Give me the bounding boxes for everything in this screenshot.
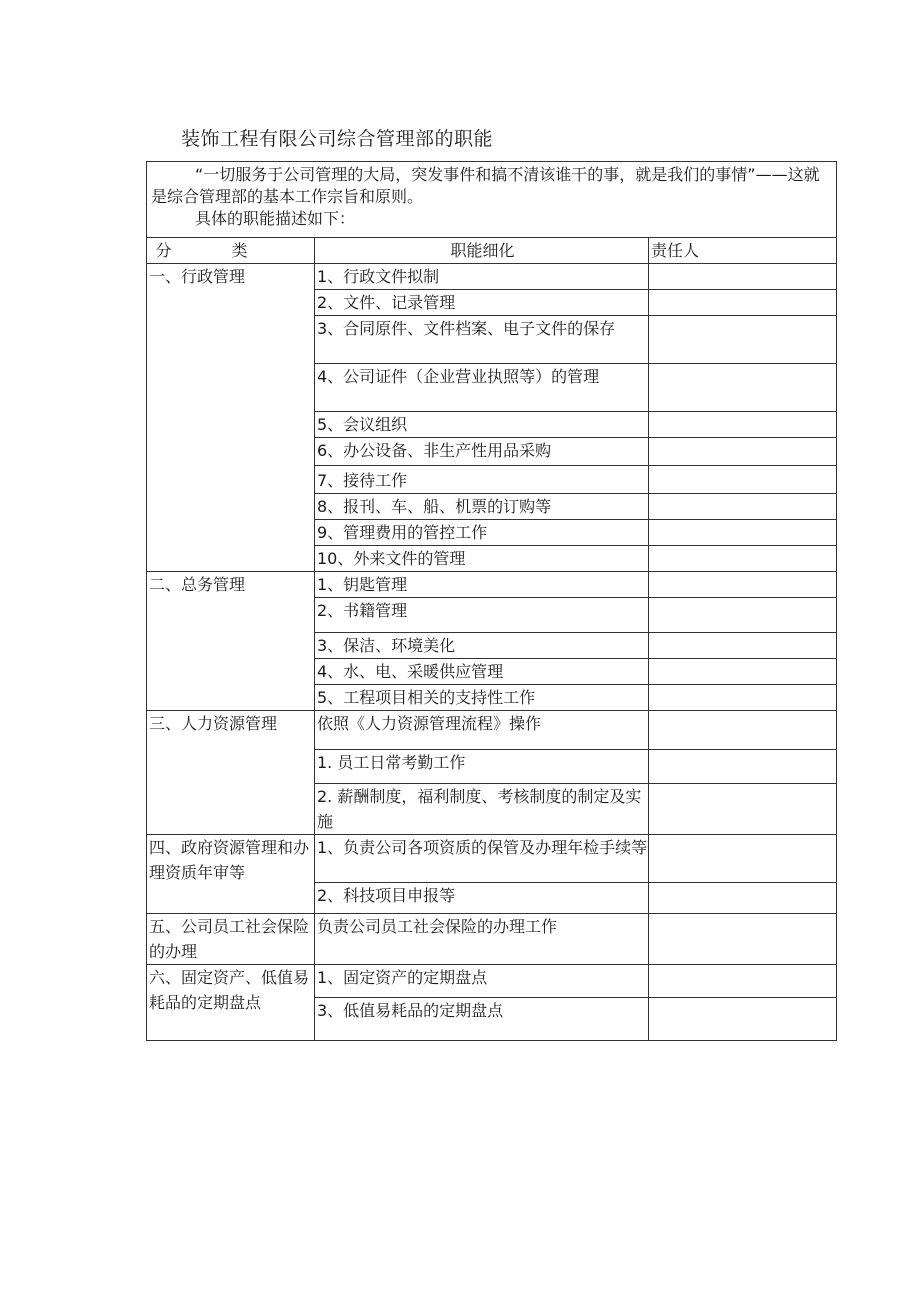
owner-cell [649, 835, 837, 883]
owner-cell [649, 965, 837, 998]
category-cell: 一、行政管理 [147, 264, 315, 572]
duty-item: 依照《人力资源管理流程》操作 [315, 711, 649, 750]
category-cell: 四、政府资源管理和办理资质年审等 [147, 835, 315, 914]
table-row [147, 572, 837, 598]
owner-cell [649, 438, 837, 466]
owner-cell [649, 290, 837, 316]
owner-cell [649, 659, 837, 685]
duty-item: 4、公司证件（企业营业执照等）的管理 [315, 364, 649, 412]
owner-cell [649, 264, 837, 290]
duty-item: 1、行政文件拟制 [315, 264, 649, 290]
duty-item: 1. 员工日常考勤工作 [315, 750, 649, 784]
owner-cell [649, 316, 837, 364]
table-row [147, 711, 837, 750]
table-row [147, 965, 837, 998]
table-row [147, 914, 837, 965]
owner-cell [649, 494, 837, 520]
duty-item: 2、科技项目申报等 [315, 883, 649, 914]
duty-item: 3、低值易耗品的定期盘点 [315, 998, 649, 1041]
intro-cell [147, 162, 837, 238]
owner-cell [649, 750, 837, 784]
page-title: 装饰工程有限公司综合管理部的职能 [181, 128, 494, 150]
intro-row [147, 162, 837, 238]
duty-item: 2、文件、记录管理 [315, 290, 649, 316]
header-category: 分类 [147, 238, 315, 264]
duty-item: 1、钥匙管理 [315, 572, 649, 598]
duty-item: 7、接待工作 [315, 466, 649, 494]
duty-item: 10、外来文件的管理 [315, 546, 649, 572]
duty-item: 3、保洁、环境美化 [315, 633, 649, 659]
duty-item: 2、书籍管理 [315, 598, 649, 633]
duty-item: 5、会议组织 [315, 412, 649, 438]
category-cell: 二、总务管理 [147, 572, 315, 711]
owner-cell [649, 711, 837, 750]
duties-table [146, 161, 837, 1041]
owner-cell [649, 998, 837, 1041]
duty-item: 2. 薪酬制度，福利制度、考核制度的制定及实施 [315, 784, 649, 835]
duty-item: 3、合同原件、文件档案、电子文件的保存 [315, 316, 649, 364]
owner-cell [649, 572, 837, 598]
duty-item: 4、水、电、采暖供应管理 [315, 659, 649, 685]
duty-item: 6、办公设备、非生产性用品采购 [315, 438, 649, 466]
owner-cell [649, 784, 837, 835]
table-row [147, 264, 837, 290]
category-cell: 六、固定资产、低值易耗品的定期盘点 [147, 965, 315, 1041]
header-row [147, 238, 837, 264]
duty-item: 9、管理费用的管控工作 [315, 520, 649, 546]
owner-cell [649, 633, 837, 659]
duty-item: 8、报刊、车、船、机票的订购等 [315, 494, 649, 520]
category-cell: 三、人力资源管理 [147, 711, 315, 835]
owner-cell [649, 685, 837, 711]
owner-cell [649, 364, 837, 412]
duty-item: 1、固定资产的定期盘点 [315, 965, 649, 998]
owner-cell [649, 883, 837, 914]
owner-cell [649, 598, 837, 633]
header-owner: 责任人 [649, 238, 837, 264]
table-row [147, 835, 837, 883]
owner-cell [649, 412, 837, 438]
header-detail: 职能细化 [315, 238, 649, 264]
duty-item: 负责公司员工社会保险的办理工作 [315, 914, 649, 965]
intro-subheading: 具体的职能描述如下： [195, 209, 356, 228]
owner-cell [649, 520, 837, 546]
duty-item: 1、负责公司各项资质的保管及办理年检手续等 [315, 835, 649, 883]
owner-cell [649, 546, 837, 572]
owner-cell [649, 914, 837, 965]
intro-paragraph: “一切服务于公司管理的大局，突发事件和搞不清该谁干的事，就是我们的事情”——这就是综合管理部的基本工作宗旨和原则。 [151, 165, 820, 206]
category-cell: 五、公司员工社会保险的办理 [147, 914, 315, 965]
duty-item: 5、工程项目相关的支持性工作 [315, 685, 649, 711]
owner-cell [649, 466, 837, 494]
